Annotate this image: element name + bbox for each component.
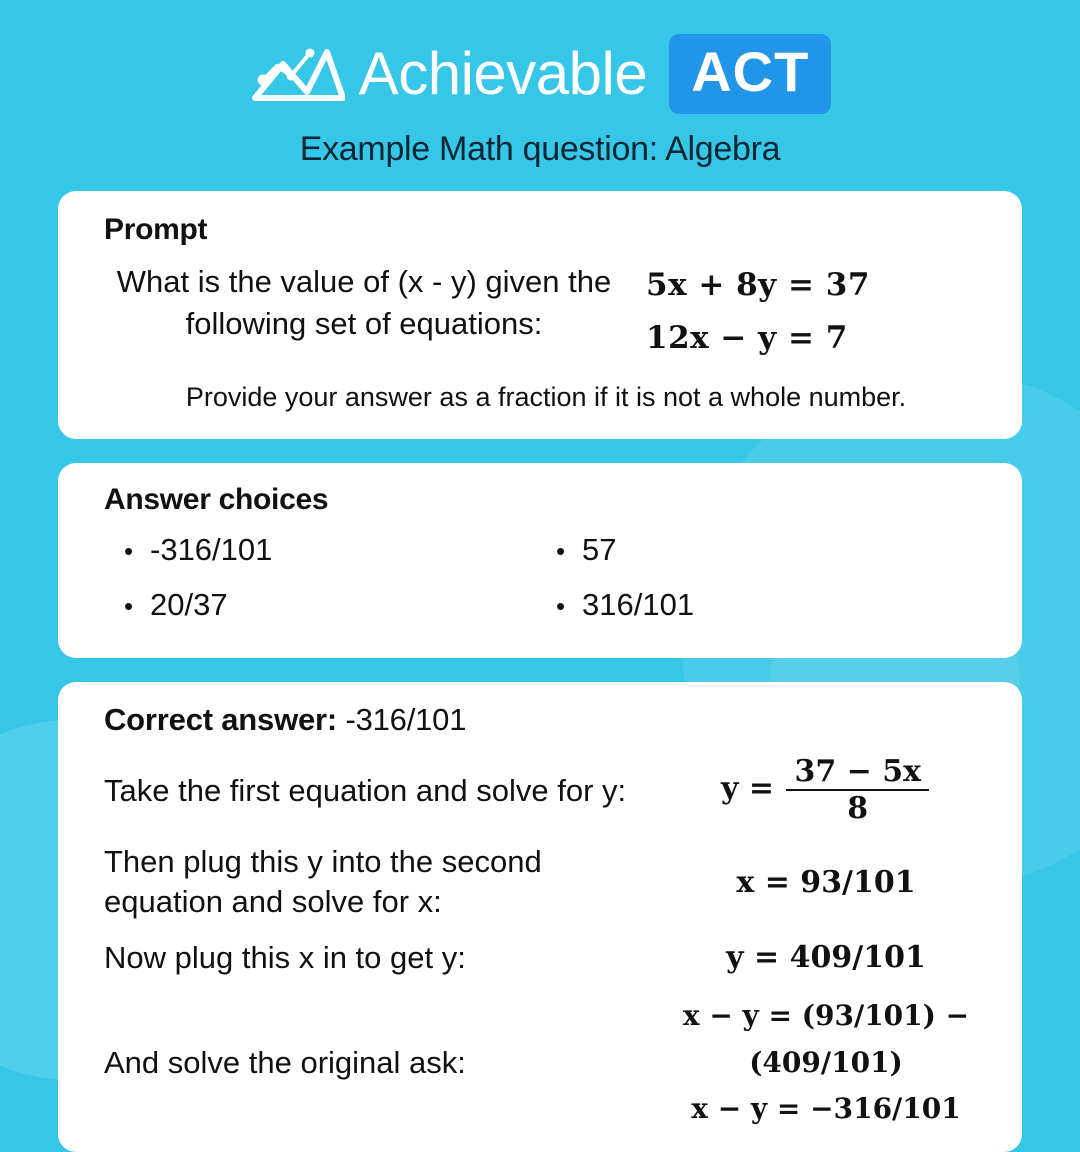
solution-equation-line: x − y = −316/101 <box>691 1091 961 1125</box>
solution-step-text: Now plug this x in to get y: <box>104 939 466 975</box>
correct-answer-heading <box>104 702 988 738</box>
fraction-denominator: 8 <box>786 789 929 826</box>
solution-step-text: Take the first equation and solve for y: <box>104 772 627 808</box>
bullet-icon: • <box>124 590 134 621</box>
page-subtitle: Example Math question: Algebra <box>299 130 781 168</box>
answer-choice-option[interactable] <box>556 523 988 578</box>
answer-choice-label: -316/101 <box>150 532 273 568</box>
answer-choice-option[interactable] <box>556 578 988 633</box>
prompt-equations <box>624 257 988 364</box>
answer-choices-title: Answer choices <box>104 483 329 517</box>
prompt-title: Prompt <box>104 213 208 246</box>
answer-choice-label: 20/37 <box>150 586 228 622</box>
brand-row <box>58 34 1022 114</box>
prompt-equation-2: 12x − y = 7 <box>646 319 848 356</box>
solution-step-4 <box>104 993 988 1132</box>
solution-step-math: x = 93/101 <box>736 864 916 900</box>
mountain-chart-logo-icon <box>249 42 345 106</box>
prompt-question: What is the value of (x - y) given the following set of equations: <box>116 264 612 341</box>
answer-choice-option[interactable] <box>124 523 556 578</box>
solution-step-2 <box>104 842 988 921</box>
exam-badge: ACT <box>669 34 831 114</box>
fraction-numerator: 37 − 5x <box>794 754 921 790</box>
solution-step-text: And solve the original ask: <box>104 1044 466 1080</box>
prompt-note: Provide your answer as a fraction if it is not a whole number. <box>185 382 907 413</box>
solution-step-1 <box>104 754 988 826</box>
correct-answer-label: Correct answer: <box>104 702 338 738</box>
answer-choice-option[interactable] <box>124 578 556 633</box>
answer-choice-label: 57 <box>582 532 617 568</box>
bullet-icon: • <box>124 536 134 567</box>
correct-answer-card <box>58 682 1022 1152</box>
brand-name: Achievable <box>358 40 648 107</box>
answer-choice-label: 316/101 <box>582 586 695 622</box>
header <box>58 0 1022 169</box>
solution-step-math <box>664 993 988 1132</box>
correct-answer-value: -316/101 <box>345 702 467 738</box>
solution-step-math: y = 409/101 <box>726 940 926 976</box>
bullet-icon: • <box>556 536 566 567</box>
prompt-body <box>104 257 988 364</box>
answer-choices-card <box>58 463 1022 658</box>
fraction <box>786 754 929 826</box>
solution-equation-line: x − y = (93/101) − (409/101) <box>682 999 970 1079</box>
prompt-equation-1: 5x + 8y = 37 <box>646 267 870 303</box>
solution-step-3 <box>104 938 988 978</box>
solution-step-text: Then plug this y into the second equation and solve for x: <box>104 844 542 920</box>
equation-lhs: y = <box>720 771 774 807</box>
prompt-card <box>58 191 1022 439</box>
solution-step-math <box>664 754 988 826</box>
bullet-icon: • <box>556 590 566 621</box>
answer-choices-list <box>104 523 988 632</box>
